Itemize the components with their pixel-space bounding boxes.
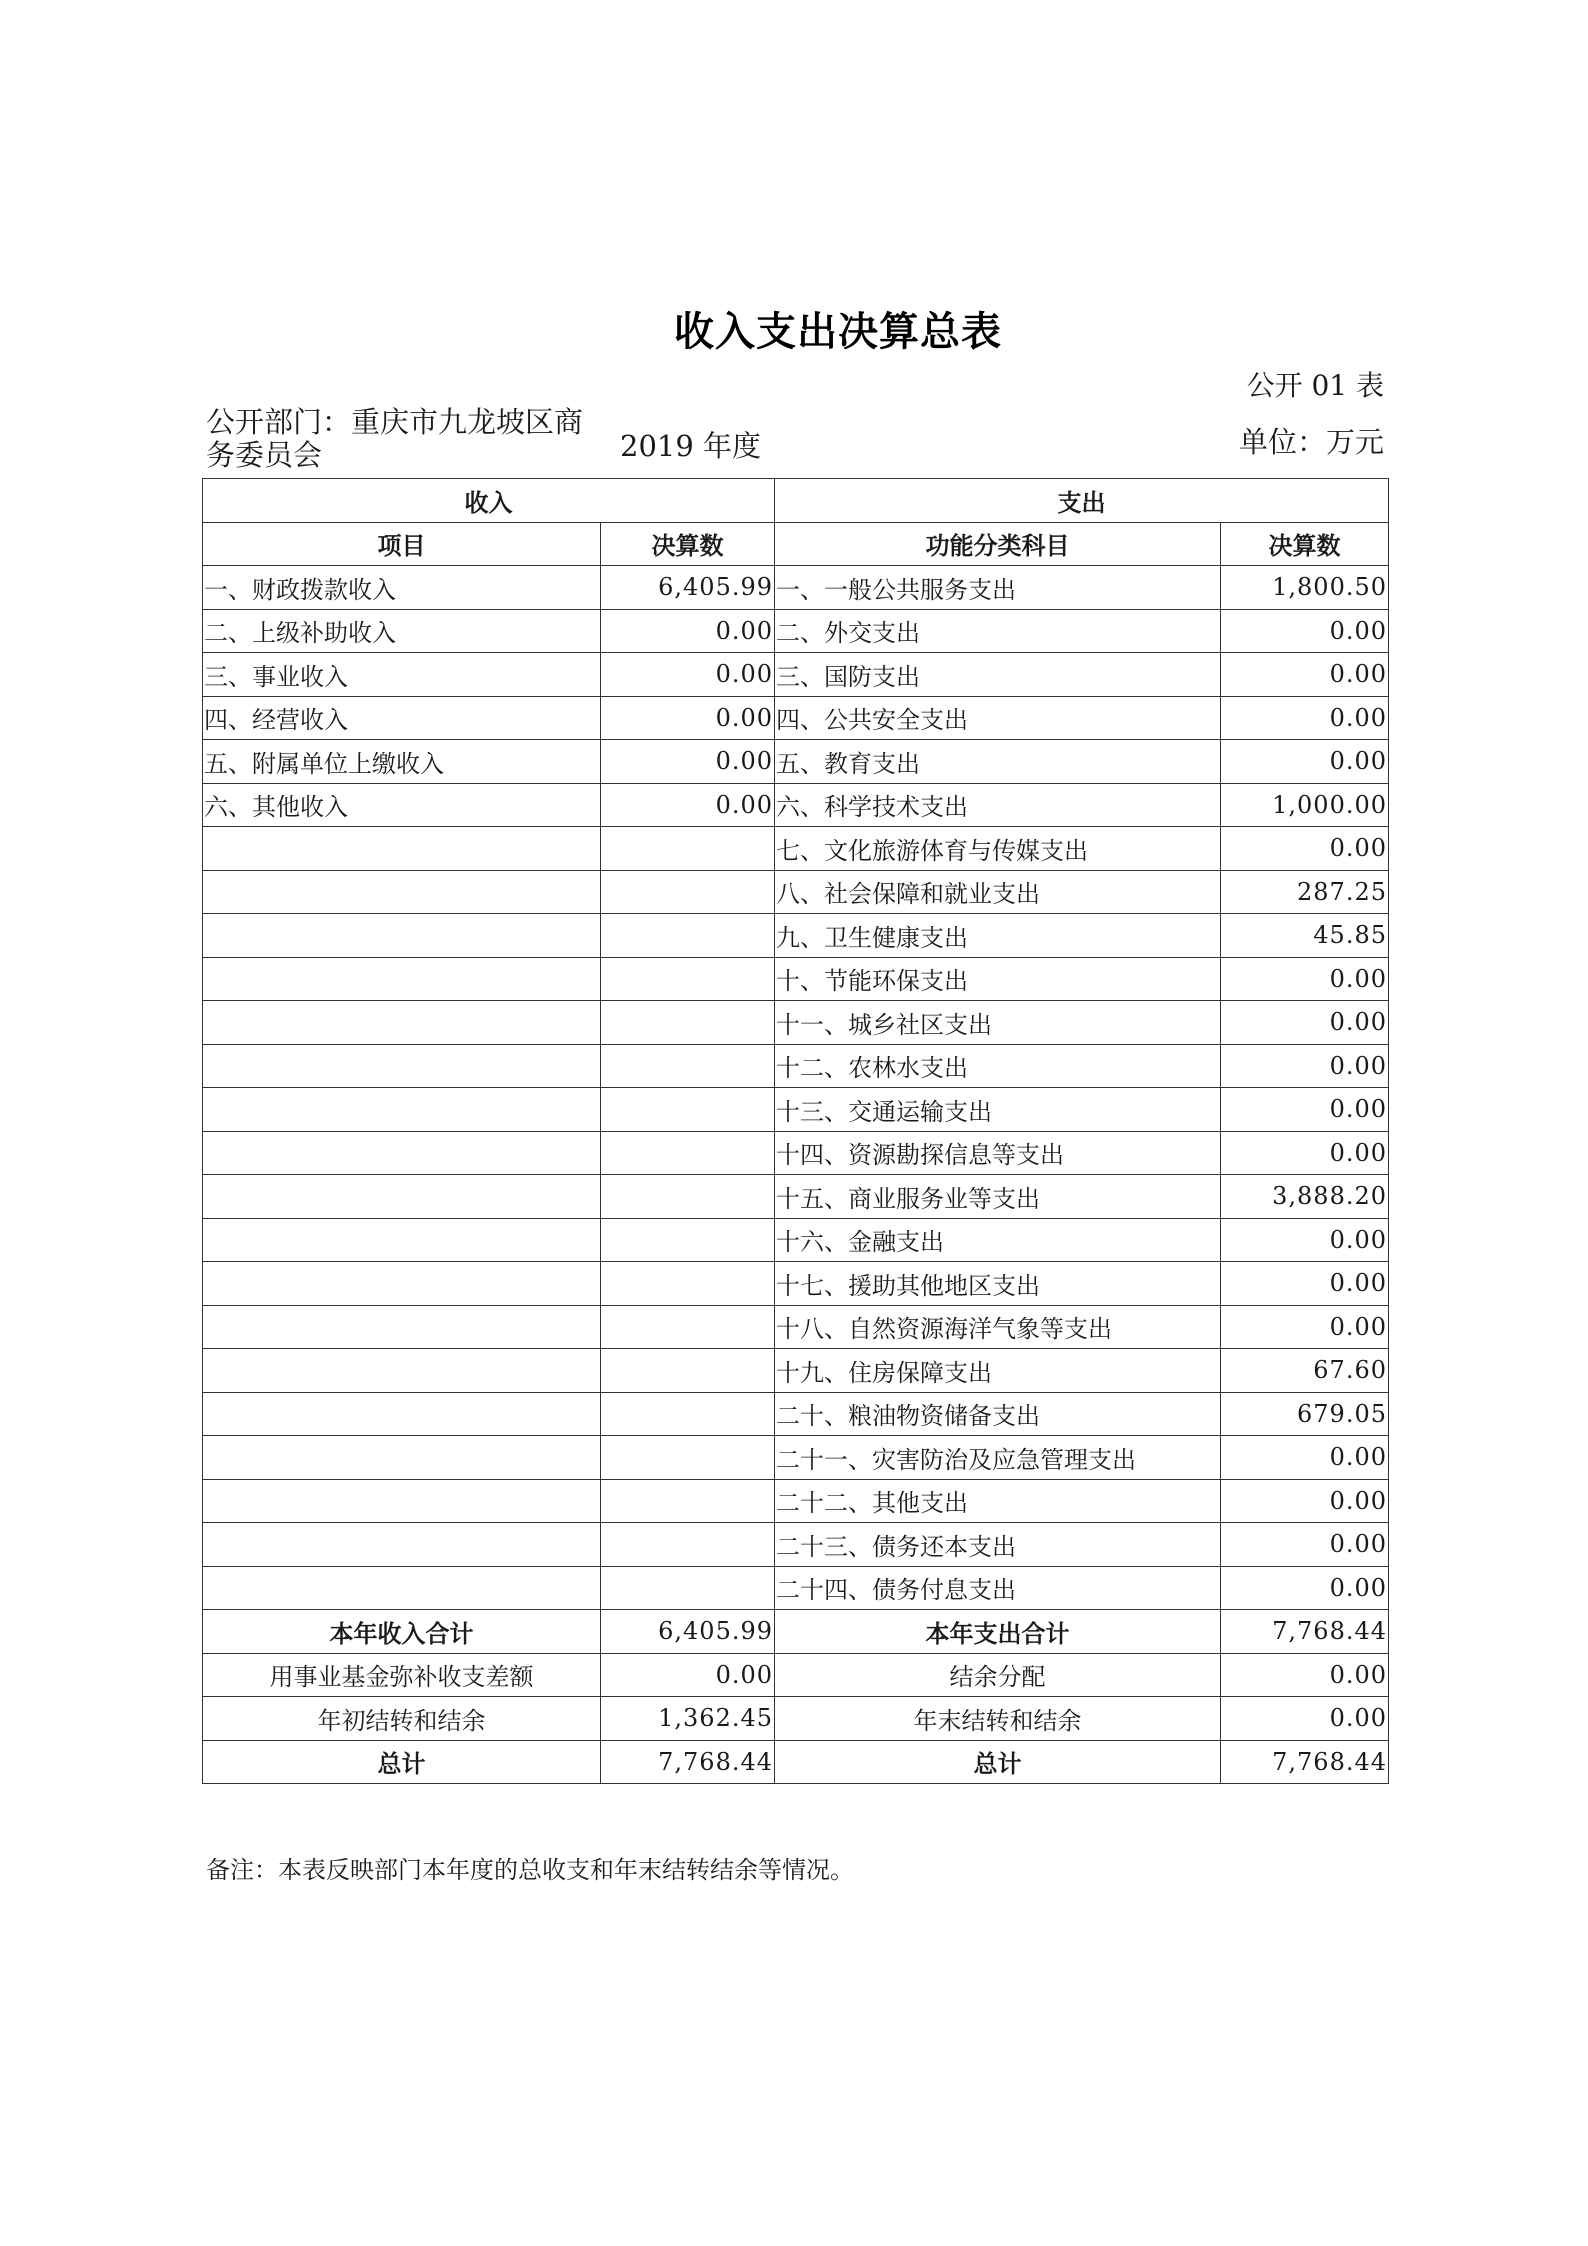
summary-income-label: 年初结转和结余 [203,1697,601,1741]
expense-item-value: 0.00 [1221,1305,1389,1349]
expense-item-label: 十八、自然资源海洋气象等支出 [775,1305,1221,1349]
expense-item-label: 二十三、债务还本支出 [775,1523,1221,1567]
expense-item-label: 一、一般公共服务支出 [775,566,1221,610]
expense-item-value: 45.85 [1221,914,1389,958]
unit-label: 单位：万元 [1238,425,1384,459]
expense-item-value: 0.00 [1221,1262,1389,1306]
expense-item-label: 十七、援助其他地区支出 [775,1262,1221,1306]
income-item-value [601,827,775,871]
summary-row [203,1740,1389,1784]
expense-item-label: 二十二、其他支出 [775,1479,1221,1523]
expense-item-value: 0.00 [1221,609,1389,653]
expense-item-label: 八、社会保障和就业支出 [775,870,1221,914]
summary-expense-label: 年末结转和结余 [775,1697,1221,1741]
income-item-label [203,1305,601,1349]
table-row [203,696,1389,740]
income-item-label [203,1218,601,1262]
table-row [203,783,1389,827]
income-item-value: 0.00 [601,609,775,653]
summary-expense-value: 7,768.44 [1221,1740,1389,1784]
expense-item-value: 0.00 [1221,957,1389,1001]
table-row [203,1218,1389,1262]
income-item-value [601,870,775,914]
summary-income-value: 1,362.45 [601,1697,775,1741]
summary-income-value: 0.00 [601,1653,775,1697]
expense-item-label: 二十、粮油物资储备支出 [775,1392,1221,1436]
table-row [203,1262,1389,1306]
department-label: 公开部门：重庆市九龙坡区商务委员会 [206,405,584,472]
income-item-value [601,1523,775,1567]
income-item-label [203,1436,601,1480]
income-item-value [601,1392,775,1436]
table-row [203,1088,1389,1132]
summary-row [203,1610,1389,1654]
expense-item-label: 十二、农林水支出 [775,1044,1221,1088]
expense-item-label: 二十四、债务付息支出 [775,1566,1221,1610]
table-row [203,914,1389,958]
table-row [203,653,1389,697]
expense-item-value: 0.00 [1221,827,1389,871]
expense-item-label: 二十一、灾害防治及应急管理支出 [775,1436,1221,1480]
expense-item-label: 九、卫生健康支出 [775,914,1221,958]
col-amount-expense: 决算数 [1221,522,1389,566]
table-row [203,827,1389,871]
income-item-label: 二、上级补助收入 [203,609,601,653]
income-item-label [203,914,601,958]
col-item: 项目 [203,522,601,566]
table-row [203,1392,1389,1436]
income-item-label [203,1566,601,1610]
income-item-label: 六、其他收入 [203,783,601,827]
income-item-value [601,1088,775,1132]
expense-item-label: 三、国防支出 [775,653,1221,697]
table-row [203,1305,1389,1349]
table-row [203,609,1389,653]
summary-expense-value: 0.00 [1221,1653,1389,1697]
table-row [203,740,1389,784]
page-title: 收入支出决算总表 [674,309,1002,355]
income-item-value [601,1262,775,1306]
income-item-value [601,1218,775,1262]
expense-item-value: 1,000.00 [1221,783,1389,827]
expense-item-value: 0.00 [1221,740,1389,784]
income-expense-table [202,478,1389,1784]
income-item-value [601,1479,775,1523]
expense-item-value: 0.00 [1221,1218,1389,1262]
expense-item-label: 十六、金融支出 [775,1218,1221,1262]
income-item-value: 0.00 [601,696,775,740]
expense-item-value: 0.00 [1221,1566,1389,1610]
summary-expense-label: 本年支出合计 [775,1610,1221,1654]
col-function: 功能分类科目 [775,522,1221,566]
expense-item-value: 0.00 [1221,1436,1389,1480]
income-item-value [601,1566,775,1610]
table-row [203,566,1389,610]
income-item-label [203,1001,601,1045]
summary-expense-label: 总计 [775,1740,1221,1784]
table-row [203,1131,1389,1175]
table-row [203,1001,1389,1045]
fiscal-year: 2019 年度 [620,429,762,463]
summary-income-label: 总计 [203,1740,601,1784]
expense-item-value: 679.05 [1221,1392,1389,1436]
col-amount: 决算数 [601,522,775,566]
table-row [203,1175,1389,1219]
income-item-label [203,1131,601,1175]
income-item-value [601,957,775,1001]
expense-item-value: 0.00 [1221,1001,1389,1045]
expense-item-value: 0.00 [1221,1044,1389,1088]
income-item-value: 0.00 [601,740,775,784]
income-item-label: 五、附属单位上缴收入 [203,740,601,784]
expense-item-value: 1,800.50 [1221,566,1389,610]
expense-item-label: 二、外交支出 [775,609,1221,653]
income-item-label [203,1523,601,1567]
table-row [203,1566,1389,1610]
expense-item-label: 十三、交通运输支出 [775,1088,1221,1132]
summary-income-label: 本年收入合计 [203,1610,601,1654]
income-item-label [203,1044,601,1088]
footnote: 备注：本表反映部门本年度的总收支和年末结转结余等情况。 [206,1856,854,1884]
expense-item-label: 十四、资源勘探信息等支出 [775,1131,1221,1175]
expense-item-label: 十九、住房保障支出 [775,1349,1221,1393]
table-row [203,957,1389,1001]
summary-expense-value: 0.00 [1221,1697,1389,1741]
income-item-value [601,1436,775,1480]
income-item-label [203,1175,601,1219]
expense-item-label: 四、公共安全支出 [775,696,1221,740]
income-item-value [601,1175,775,1219]
income-item-label: 一、财政拨款收入 [203,566,601,610]
summary-expense-value: 7,768.44 [1221,1610,1389,1654]
table-row [203,1349,1389,1393]
expense-item-value: 0.00 [1221,1088,1389,1132]
expense-item-label: 五、教育支出 [775,740,1221,784]
income-item-label [203,957,601,1001]
income-item-value [601,1044,775,1088]
income-item-label [203,1349,601,1393]
income-item-label [203,1392,601,1436]
expense-item-value: 0.00 [1221,696,1389,740]
expense-item-label: 七、文化旅游体育与传媒支出 [775,827,1221,871]
expense-header: 支出 [775,479,1389,523]
expense-item-label: 六、科学技术支出 [775,783,1221,827]
form-number: 公开 01 表 [1246,369,1384,402]
income-item-value: 6,405.99 [601,566,775,610]
income-item-value: 0.00 [601,783,775,827]
expense-item-label: 十五、商业服务业等支出 [775,1175,1221,1219]
expense-item-value: 0.00 [1221,1523,1389,1567]
income-item-label [203,870,601,914]
table-row [203,1479,1389,1523]
table-row [203,1436,1389,1480]
table-row [203,1044,1389,1088]
summary-income-label: 用事业基金弥补收支差额 [203,1653,601,1697]
income-item-value [601,1131,775,1175]
income-item-value [601,1001,775,1045]
income-item-value [601,914,775,958]
income-item-label [203,1479,601,1523]
column-header-row [203,522,1389,566]
income-item-label [203,1088,601,1132]
income-header: 收入 [203,479,775,523]
expense-item-value: 287.25 [1221,870,1389,914]
table-header-row [203,479,1389,523]
expense-item-value: 3,888.20 [1221,1175,1389,1219]
expense-item-value: 0.00 [1221,1131,1389,1175]
table-row [203,1523,1389,1567]
income-item-label [203,1262,601,1306]
expense-item-value: 0.00 [1221,1479,1389,1523]
income-item-value: 0.00 [601,653,775,697]
income-item-label [203,827,601,871]
income-item-label: 三、事业收入 [203,653,601,697]
expense-item-value: 0.00 [1221,653,1389,697]
summary-income-value: 7,768.44 [601,1740,775,1784]
income-item-value [601,1349,775,1393]
summary-income-value: 6,405.99 [601,1610,775,1654]
expense-item-label: 十一、城乡社区支出 [775,1001,1221,1045]
summary-row [203,1653,1389,1697]
income-item-value [601,1305,775,1349]
table-row [203,870,1389,914]
summary-row [203,1697,1389,1741]
expense-item-value: 67.60 [1221,1349,1389,1393]
expense-item-label: 十、节能环保支出 [775,957,1221,1001]
summary-expense-label: 结余分配 [775,1653,1221,1697]
income-item-label: 四、经营收入 [203,696,601,740]
